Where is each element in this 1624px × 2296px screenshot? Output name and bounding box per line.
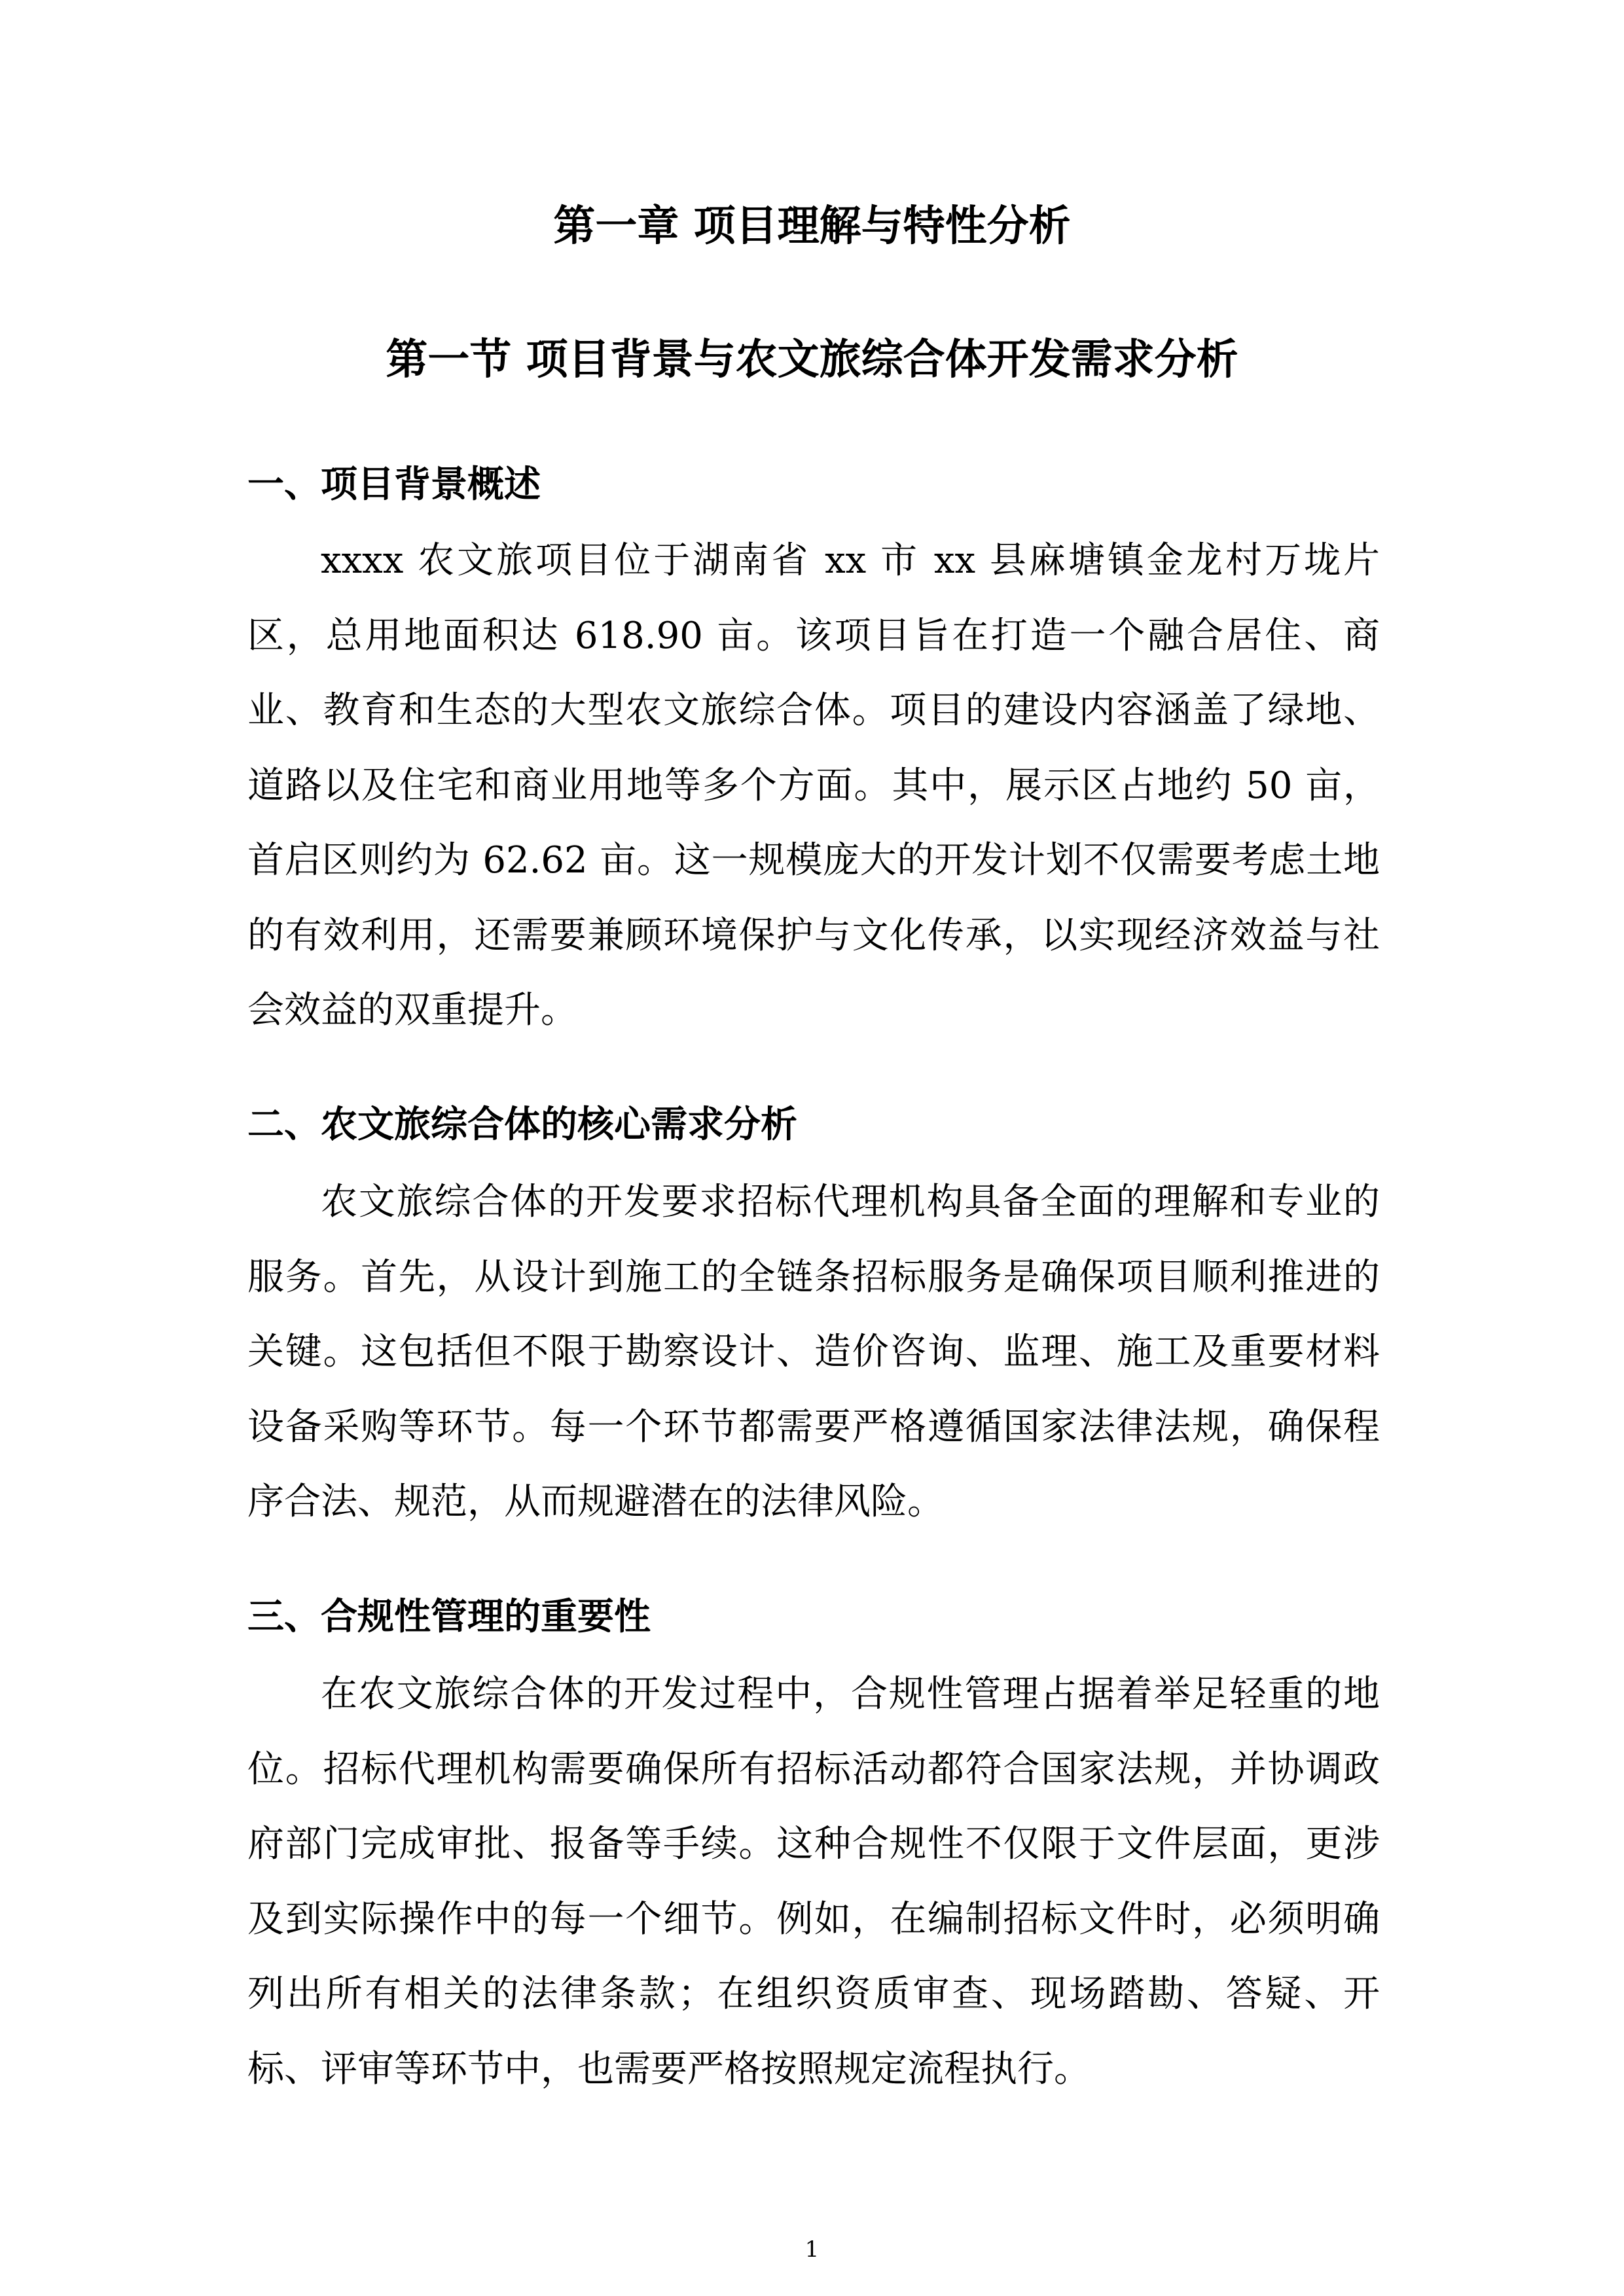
- paragraph-compliance: 在农文旅综合体的开发过程中，合规性管理占据着举足轻重的地位。招标代理机构需要确保所有招标活动都符合国家法规，并协调政府部门完成审批、报备等手续。这种合规性不仅限于文件层面，更涉及到实际操作中的每一个细节。例如，在编制招标文件时，必须明确列出所有相关的法律条款；在组织资质审查、现场踏勘、答疑、开标、评审等环节中，也需要严格按照规定流程执行。: [247, 1673, 1380, 2090]
- chapter-title: 第一章 项目理解与特性分析: [553, 202, 1071, 251]
- heading-core-needs: 二、农文旅综合体的核心需求分析: [247, 1103, 797, 1146]
- section-title: 第一节 项目背景与农文旅综合体开发需求分析: [386, 335, 1238, 384]
- heading-project-background: 一、项目背景概述: [247, 463, 541, 506]
- page-number: 1: [804, 2236, 820, 2263]
- paragraph-core-needs: 农文旅综合体的开发要求招标代理机构具备全面的理解和专业的服务。首先，从设计到施工的全链条招标服务是确保项目顺利推进的关键。这包括但不限于勘察设计、造价咨询、监理、施工及重要材料设备采购等环节。每一个环节都需要严格遵循国家法律法规，确保程序合法、规范，从而规避潜在的法律风险。: [247, 1181, 1380, 1523]
- heading-compliance: 三、合规性管理的重要性: [247, 1595, 651, 1638]
- paragraph-project-background: xxxx 农文旅项目位于湖南省 xx 市 xx 县麻塘镇金龙村万垅片区，总用地面积达 618.90 亩。该项目旨在打造一个融合居住、商业、教育和生态的大型农文旅综合体。项目的建设内容涵盖了绿地、道路以及住宅和商业用地等多个方面。其中，展示区占地约 50 亩，首启区则约为 62.62 亩。这一规模庞大的开发计划不仅需要考虑土地的有效利用，还需要兼顾环境保护与文化传承，以实现经济效益与社会效益的双重提升。: [247, 539, 1380, 1031]
